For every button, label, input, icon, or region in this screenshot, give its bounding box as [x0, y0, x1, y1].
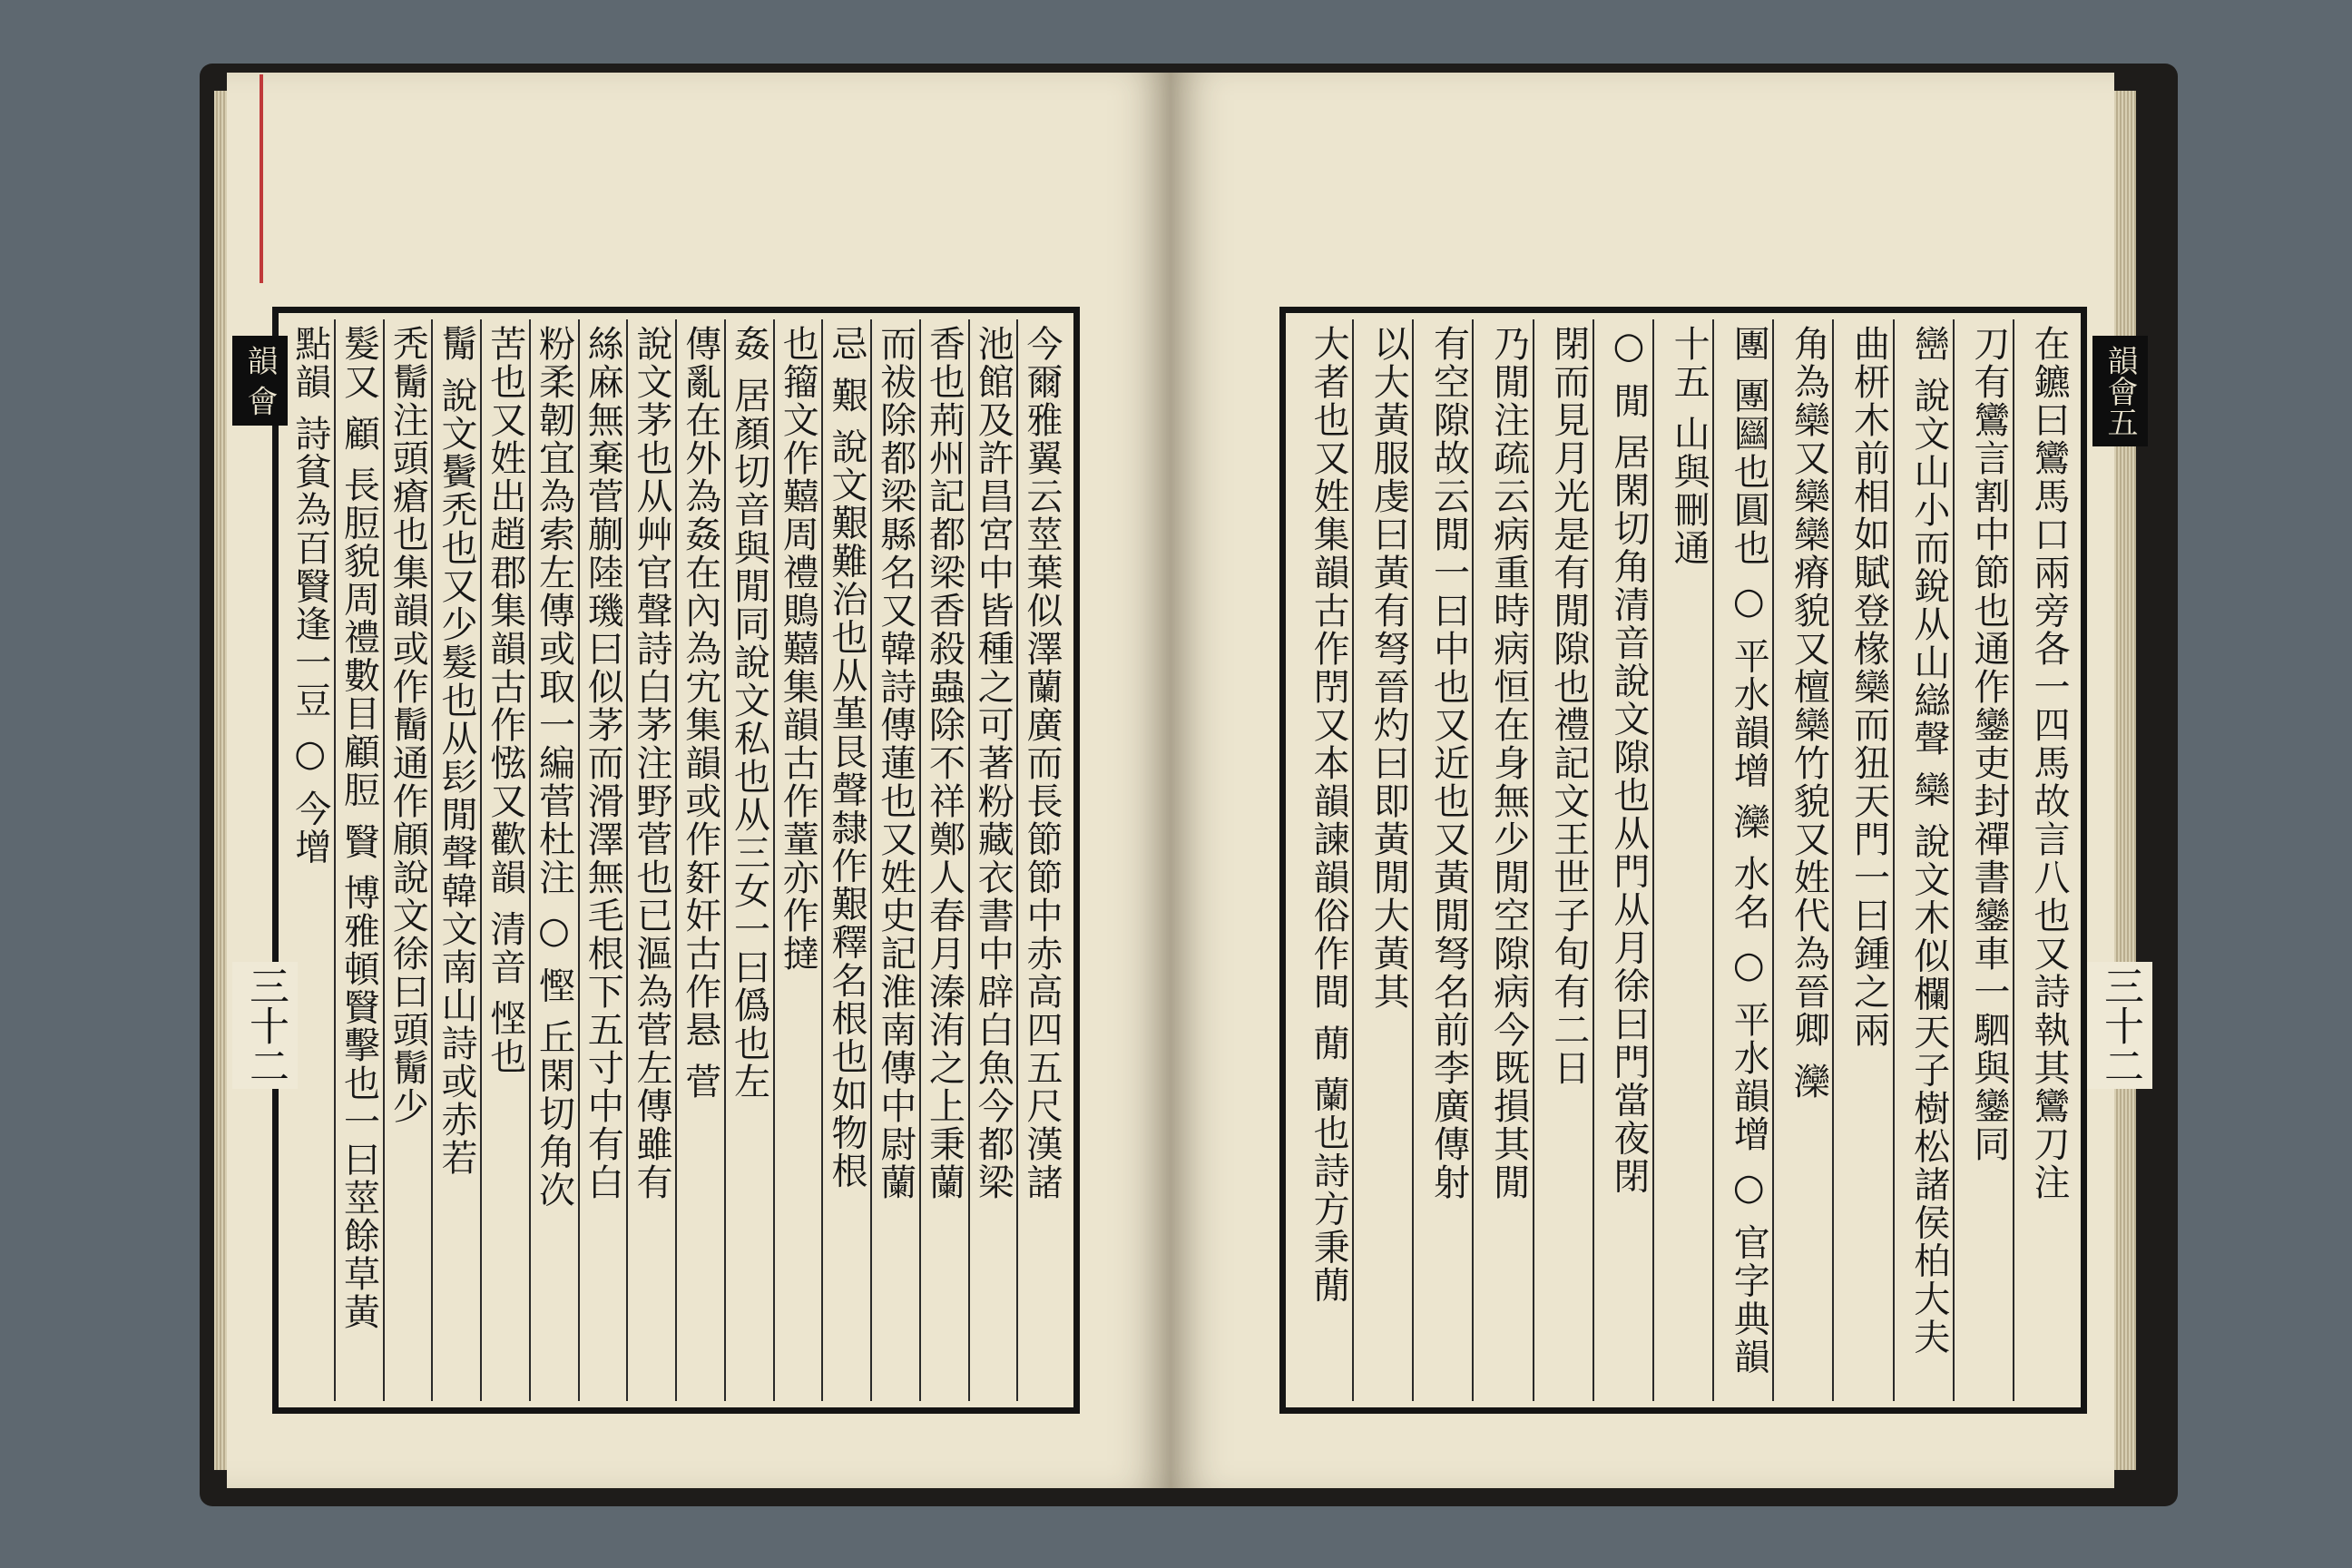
- left-page-number: 三十二: [232, 962, 298, 1089]
- text-column: 團 團圝也圓也 ○ 平水韻增 灤 水名 ○ 平水韻增 ○ 官字典韻: [1712, 319, 1772, 1401]
- text-column: 鬜 說文鬢禿也又少髮也从髟閒聲韓文南山詩或赤若: [431, 319, 480, 1401]
- left-margin-tab: 韻 會: [232, 336, 288, 426]
- text-column: 也籀文作囏周禮鵙囏集韻古作蕫亦作撻: [773, 319, 822, 1401]
- text-column: 而祓除都梁縣名又韓詩傳蓮也又姓史記淮南傳中尉蘭: [870, 319, 919, 1401]
- text-column: 角為欒又欒欒瘠貌又檀欒竹貌又姓代為晉卿 灤: [1772, 319, 1832, 1401]
- text-column: 閉而見月光是有閒隙也禮記文王世子旬有二日: [1533, 319, 1592, 1401]
- text-column: 曲枅木前相如賦登椽欒而狃天門一曰鍾之兩: [1832, 319, 1892, 1401]
- text-column: 苦也又姓出趙郡集韻古作惤又歡韻 清音 悭也: [480, 319, 529, 1401]
- text-column: 巒 說文山小而銳从山䜌聲 欒 說文木似欄天子樹松諸侯柏大夫: [1893, 319, 1953, 1401]
- right-margin-tab: 韻會五: [2092, 336, 2148, 446]
- text-column: 十五 山與刪通: [1652, 319, 1712, 1401]
- text-column: 傳亂在外為姦在內為宄集韻或作姧奸古作悬 菅: [675, 319, 724, 1401]
- text-column: 點韻 詩貧為百贀逢一豆 ○ 今增: [289, 325, 331, 867]
- text-column: 絲麻無棄菅蒯陸璣曰似茅而滑澤無毛根下五寸中有白: [578, 319, 627, 1401]
- text-column: 忌 艱 說文艱難治也从堇艮聲隸作艱釋名根也如物根: [821, 319, 870, 1401]
- right-page-number: 三十二: [2087, 962, 2152, 1089]
- text-column: ○ 閒 居閑切角清音說文隙也从門从月徐曰門當夜閉: [1592, 319, 1652, 1401]
- text-column: 大者也又姓集韻古作閅又本韻諫韻俗作間 蕑 蘭也詩方秉蕑: [1308, 325, 1350, 1305]
- red-edge-mark: [260, 74, 263, 283]
- text-column: 說文茅也从艸官聲詩白茅注野菅也已漚為菅左傳雖有: [626, 319, 675, 1401]
- text-column: 在鑣曰鸞馬口兩旁各一四馬故言八也又詩執其鸞刀注: [2013, 319, 2073, 1401]
- text-column: 今爾雅翼云莖葉似澤蘭廣而長節節中赤高四五尺漢諸: [1016, 319, 1065, 1401]
- text-column: 以大黃服虔曰黃有弩晉灼曰即黃閒大黃其: [1352, 319, 1412, 1401]
- text-column: 有空隙故云閒一曰中也又近也又黃閒弩名前李廣傳射: [1412, 319, 1472, 1401]
- text-column: 粉柔韌宜為索左傳或取一編菅杜注 ○ 慳 丘閑切角次: [529, 319, 578, 1401]
- right-page-edges: [2111, 91, 2136, 1470]
- text-column: 池館及許昌宮中皆種之可著粉藏衣書中辟白魚今都梁: [968, 319, 1017, 1401]
- text-column: 刀有鸞言割中節也通作鑾吏封禪書鑾車一駟與鑾同: [1953, 319, 2013, 1401]
- text-column: 乃閒注疏云病重時病恒在身無少閒空隙病今既損其閒: [1472, 319, 1532, 1401]
- text-column: 髮又 顧 長脰貌周禮數目顧脰 贀 博雅頓贀擊也一曰莖餘草黃: [334, 319, 383, 1401]
- text-column: 姦 居顏切音與閒同說文私也从三女一曰僞也左: [724, 319, 773, 1401]
- right-text-block: [1294, 319, 2073, 1401]
- left-text-block: [287, 319, 1065, 1401]
- text-column: 香也荊州記都梁香殺蟲除不祥鄭人春月溱洧之上秉蘭: [919, 319, 968, 1401]
- text-column: 秃鬜注頭瘡也集韻或作鬝通作顅說文徐曰頭鬜少: [383, 319, 432, 1401]
